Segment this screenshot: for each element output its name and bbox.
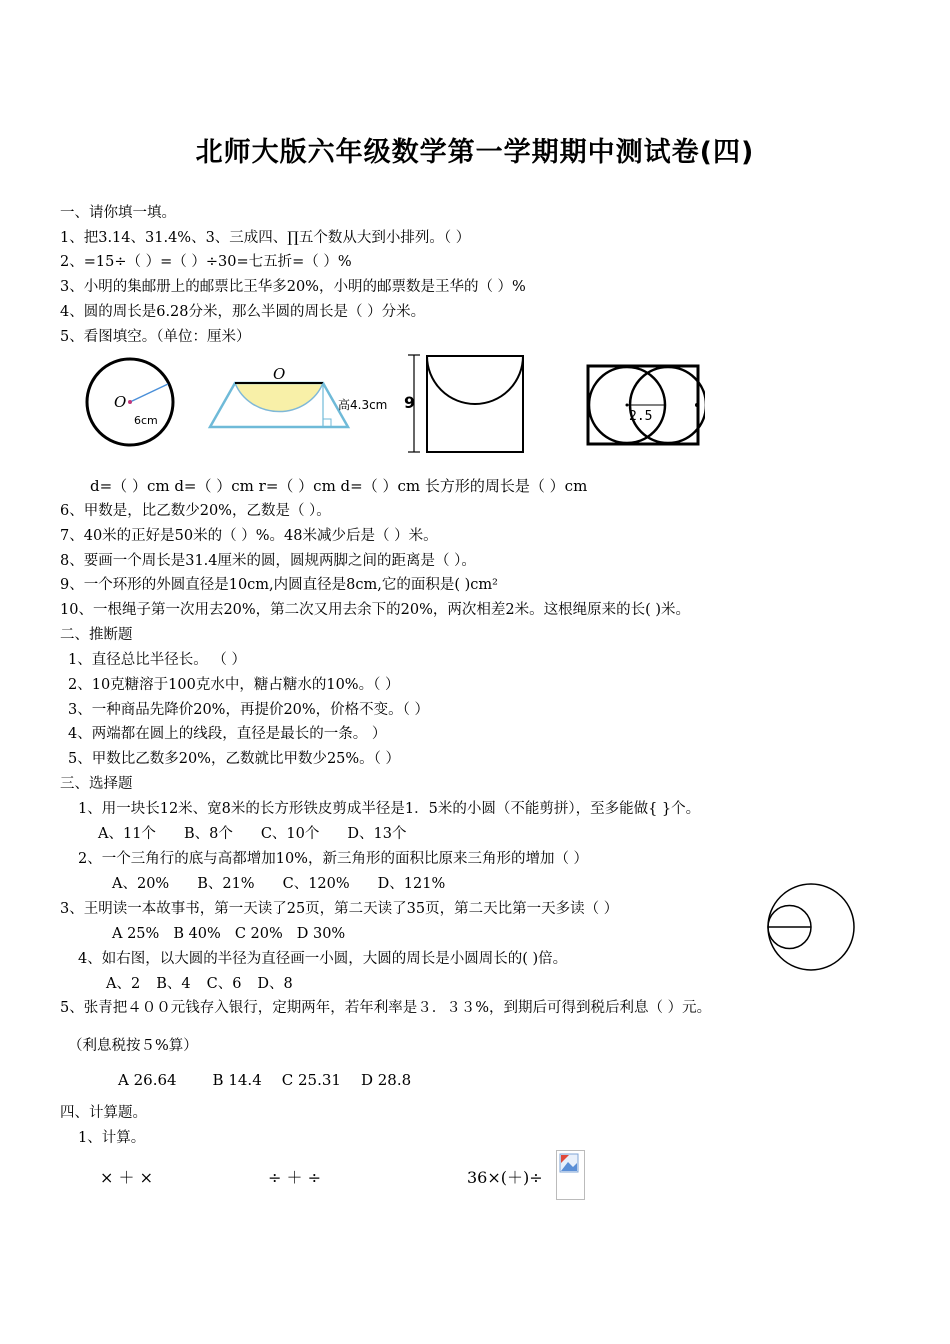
judge-4: 4、两端都在圆上的线段，直径是最长的一条。 ）: [68, 726, 387, 742]
choice-3-option-b: B 40%: [173, 926, 221, 942]
choice-4-option-c: C、6: [206, 976, 242, 992]
page-title: 北师大版六年级数学第一学期期中测试卷(四): [195, 137, 755, 168]
choice-5-note: （利息税按５%算）: [68, 1038, 198, 1054]
question-1-6: 6、甲数是，比乙数少20%，乙数是（ ）。: [60, 503, 331, 519]
choice-5-option-b: B 14.4: [212, 1071, 262, 1089]
calc-expression-1: × ＋ ×: [100, 1168, 153, 1187]
question-1-9: 9、一个环形的外圆直径是10cm,内圆直径是8cm,它的面积是( )cm²: [60, 577, 498, 593]
choice-5-option-c: C 25.31: [281, 1071, 341, 1089]
question-1-7: 7、40米的正好是50米的（ ）%。48米减少后是（ ）米。: [60, 528, 438, 544]
judge-2: 2、10克糖溶于100克水中，糖占糖水的10%。（ ）: [68, 677, 400, 693]
question-1-5: 5、看图填空。（单位：厘米）: [60, 329, 251, 345]
question-1-4: 4、圆的周长是6.28分米，那么半圆的周长是（ ）分米。: [60, 304, 426, 320]
choice-5-option-a: A 26.64: [118, 1071, 177, 1089]
question-1-3: 3、小明的集邮册上的邮票比王华多20%，小明的邮票数是王华的（ ）%: [60, 279, 526, 295]
judge-3: 3、一种商品先降价20%，再提价20%，价格不变。（ ）: [68, 702, 430, 718]
figure-rectangle-circles: [585, 350, 705, 450]
choice-3: 3、王明读一本故事书，第一天读了25页，第二天读了35页，第二天比第一天多读（ ）: [60, 901, 619, 917]
choice-1: 1、用一块长12米、宽8米的长方形铁皮剪成半径是1．5米的小圆（不能剪拼），至多能做{ }个。: [78, 801, 701, 817]
choice-4: 4、如右图，以大圆的半径为直径画一小圆，大圆的周长是小圆周长的( )倍。: [78, 951, 568, 967]
choice-2-option-b: B、21%: [197, 876, 255, 892]
choice-1-option-c: C、10个: [260, 826, 320, 842]
choice-5: 5、张青把４００元钱存入银行，定期两年，若年利率是３．３３%，到期后可得到税后利息（ ）元。: [60, 1000, 712, 1016]
choice-3-option-a: A 25%: [112, 926, 160, 942]
choice-2-option-c: C、120%: [282, 876, 350, 892]
section-heading-choice: 三、选择题: [60, 776, 133, 792]
figure-nested-circles: [764, 880, 858, 978]
choice-4-option-a: A、2: [106, 976, 141, 992]
section-heading-judge: 二、推断题: [60, 627, 133, 643]
choice-2-option-d: D、121%: [377, 876, 446, 892]
question-1-10: 10、一根绳子第一次用去20%，第二次又用去余下的20%，两次相差2米。这根绳原来的长( )米。: [60, 602, 691, 618]
figure-circle-radius-label: 6cm: [134, 414, 158, 427]
choice-2: 2、一个三角行的底与高都增加10%，新三角形的面积比原来三角形的增加（ ）: [78, 851, 589, 867]
question-1-1: 1、把3.14、31.4%、3、三成四、∏五个数从大到小排列。（ ）: [60, 230, 471, 246]
calc-expression-2: ÷ ＋ ÷: [268, 1168, 321, 1187]
choice-3-option-c: C 20%: [234, 926, 283, 942]
figure-square-side-label: 9: [404, 393, 416, 412]
choice-2-options: [112, 874, 445, 894]
calc-label: 1、计算。: [78, 1130, 146, 1146]
choice-1-option-d: D、13个: [347, 826, 407, 842]
choice-1-option-a: A、11个: [98, 826, 156, 842]
figure-trapezoid-height-label: 高4.3cm: [338, 398, 388, 412]
choice-5-option-d: D 28.8: [360, 1071, 412, 1089]
broken-image-icon: [556, 1150, 585, 1200]
choice-4-options: [106, 974, 293, 994]
section-heading-calc: 四、计算题。: [60, 1105, 147, 1121]
choice-4-option-d: D、8: [257, 976, 293, 992]
judge-1: 1、直径总比半径长。 （ ）: [68, 652, 246, 668]
question-1-2: 2、=15÷（ ）=（ ）÷30=七五折=（ ）%: [60, 254, 352, 270]
choice-4-option-b: B、4: [156, 976, 191, 992]
question-1-8: 8、要画一个周长是31.4厘米的圆，圆规两脚之间的距离是（ ）。: [60, 553, 476, 569]
choice-1-option-b: B、8个: [183, 826, 233, 842]
figure-answer-blanks: d=（ ）cm d=（ ）cm r=（ ）cm d=（ ）cm 长方形的周长是（ ）cm: [90, 477, 588, 495]
choice-1-options: [98, 824, 406, 844]
section-heading-fill: 一、请你填一填。: [60, 205, 176, 221]
figure-circle-center-label: O: [114, 393, 127, 411]
judge-5: 5、甲数比乙数多20%，乙数就比甲数少25%。（ ）: [68, 751, 401, 767]
figure-square-semicircle: [402, 350, 532, 460]
choice-5-options: [118, 1070, 411, 1090]
figure-trapezoid-center-label: O: [273, 365, 286, 383]
choice-2-option-a: A、20%: [112, 876, 170, 892]
figure-rectangle-radius-label: 2.5: [629, 409, 653, 424]
choice-3-options: [112, 924, 345, 944]
figure-trapezoid-semicircle: [205, 350, 405, 440]
figure-circle: [82, 350, 182, 460]
calc-expression-3: 36×(＋)÷: [467, 1168, 543, 1187]
choice-3-option-d: D 30%: [296, 926, 346, 942]
